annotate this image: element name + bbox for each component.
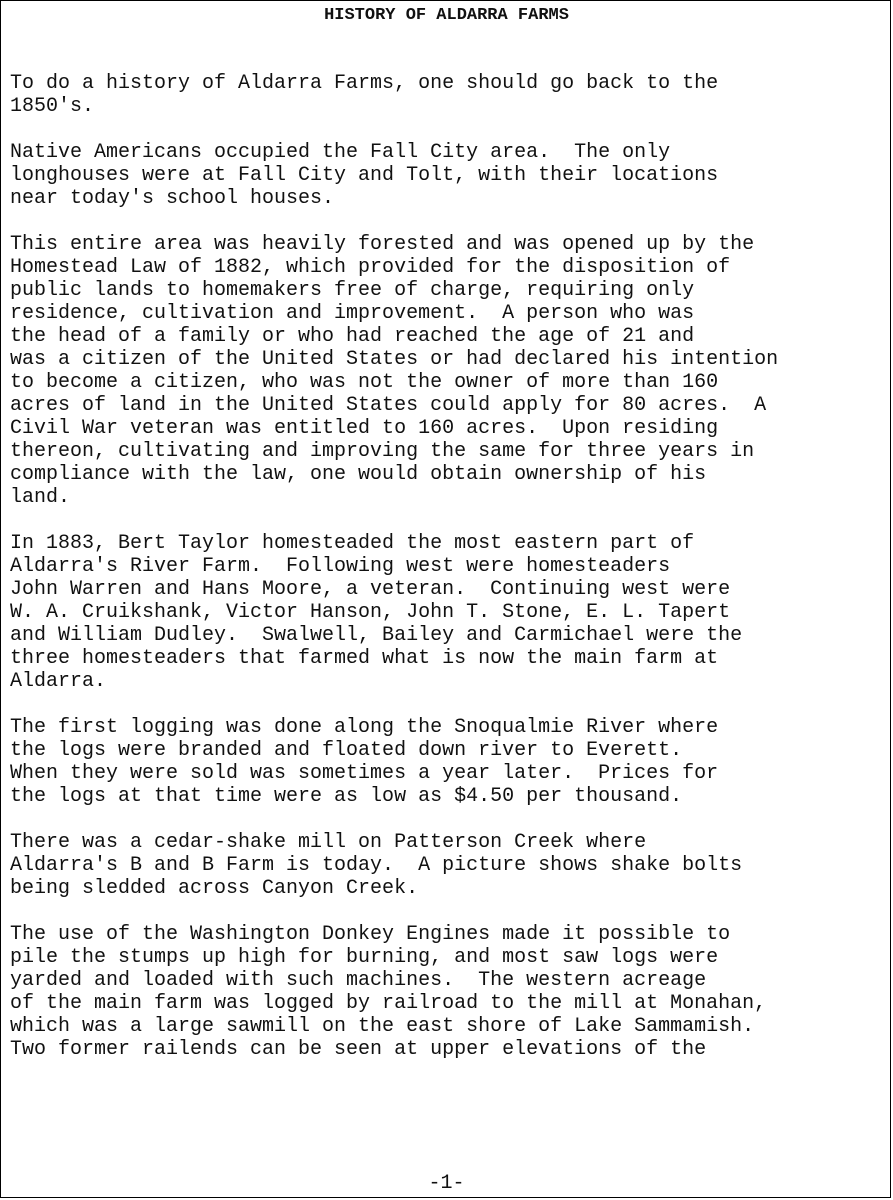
text-line: There was a cedar-shake mill on Patterson Creek where bbox=[10, 831, 647, 854]
text-line: This entire area was heavily forested and was opened up by the bbox=[10, 233, 755, 256]
paragraph bbox=[10, 831, 890, 900]
text-line: The use of the Washington Donkey Engines made it possible to bbox=[10, 923, 731, 946]
text-line: compliance with the law, one would obtain ownership of his bbox=[10, 463, 707, 486]
text-line: to become a citizen, who was not the owner of more than 160 bbox=[10, 371, 719, 394]
text-line: the logs were branded and floated down river to Everett. bbox=[10, 739, 683, 762]
text-line: When they were sold was sometimes a year later. Prices for bbox=[10, 762, 719, 785]
text-line: land. bbox=[10, 486, 71, 509]
text-line: acres of land in the United States could apply for 80 acres. A bbox=[10, 394, 767, 417]
text-line: the head of a family or who had reached the age of 21 and bbox=[10, 325, 695, 348]
text-line: Aldarra's B and B Farm is today. A picture shows shake bolts bbox=[10, 854, 743, 877]
text-line: In 1883, Bert Taylor homesteaded the most eastern part of bbox=[10, 532, 695, 555]
text-line: Aldarra's River Farm. Following west were homesteaders bbox=[10, 555, 671, 578]
text-line: The first logging was done along the Snoqualmie River where bbox=[10, 716, 719, 739]
document-title: HISTORY OF ALDARRA FARMS bbox=[324, 6, 569, 25]
text-line: which was a large sawmill on the east shore of Lake Sammamish. bbox=[10, 1015, 755, 1038]
text-line: To do a history of Aldarra Farms, one should go back to the bbox=[10, 72, 719, 95]
text-line: Aldarra. bbox=[10, 670, 107, 693]
page-number: -1- bbox=[428, 1172, 465, 1195]
paragraph bbox=[10, 72, 890, 118]
text-line: of the main farm was logged by railroad to the mill at Monahan, bbox=[10, 992, 767, 1015]
text-line: Homestead Law of 1882, which provided for the disposition of bbox=[10, 256, 731, 279]
text-line: was a citizen of the United States or had declared his intention bbox=[10, 348, 779, 371]
paragraph bbox=[10, 233, 890, 509]
text-line: thereon, cultivating and improving the same for three years in bbox=[10, 440, 755, 463]
text-line: near today's school houses. bbox=[10, 187, 335, 210]
text-line: W. A. Cruikshank, Victor Hanson, John T. Stone, E. L. Tapert bbox=[10, 601, 731, 624]
text-line: Native Americans occupied the Fall City area. The only bbox=[10, 141, 671, 164]
text-line: Civil War veteran was entitled to 160 acres. Upon residing bbox=[10, 417, 719, 440]
text-line: the logs at that time were as low as $4.50 per thousand. bbox=[10, 785, 683, 808]
text-line: three homesteaders that farmed what is now the main farm at bbox=[10, 647, 719, 670]
paragraph bbox=[10, 141, 890, 210]
text-line: 1850's. bbox=[10, 95, 95, 118]
text-line: Two former railends can be seen at upper elevations of the bbox=[10, 1038, 707, 1061]
text-line: longhouses were at Fall City and Tolt, with their locations bbox=[10, 164, 719, 187]
text-line: and William Dudley. Swalwell, Bailey and Carmichael were the bbox=[10, 624, 743, 647]
paragraph bbox=[10, 532, 890, 693]
paragraph bbox=[10, 923, 890, 1061]
text-line: John Warren and Hans Moore, a veteran. Continuing west were bbox=[10, 578, 731, 601]
text-line: pile the stumps up high for burning, and most saw logs were bbox=[10, 946, 719, 969]
text-line: being sledded across Canyon Creek. bbox=[10, 877, 419, 900]
text-line: residence, cultivation and improvement. A person who was bbox=[10, 302, 695, 325]
paragraph bbox=[10, 716, 890, 808]
text-line: public lands to homemakers free of charge, requiring only bbox=[10, 279, 695, 302]
text-line: yarded and loaded with such machines. The western acreage bbox=[10, 969, 707, 992]
document-body bbox=[10, 72, 890, 1084]
